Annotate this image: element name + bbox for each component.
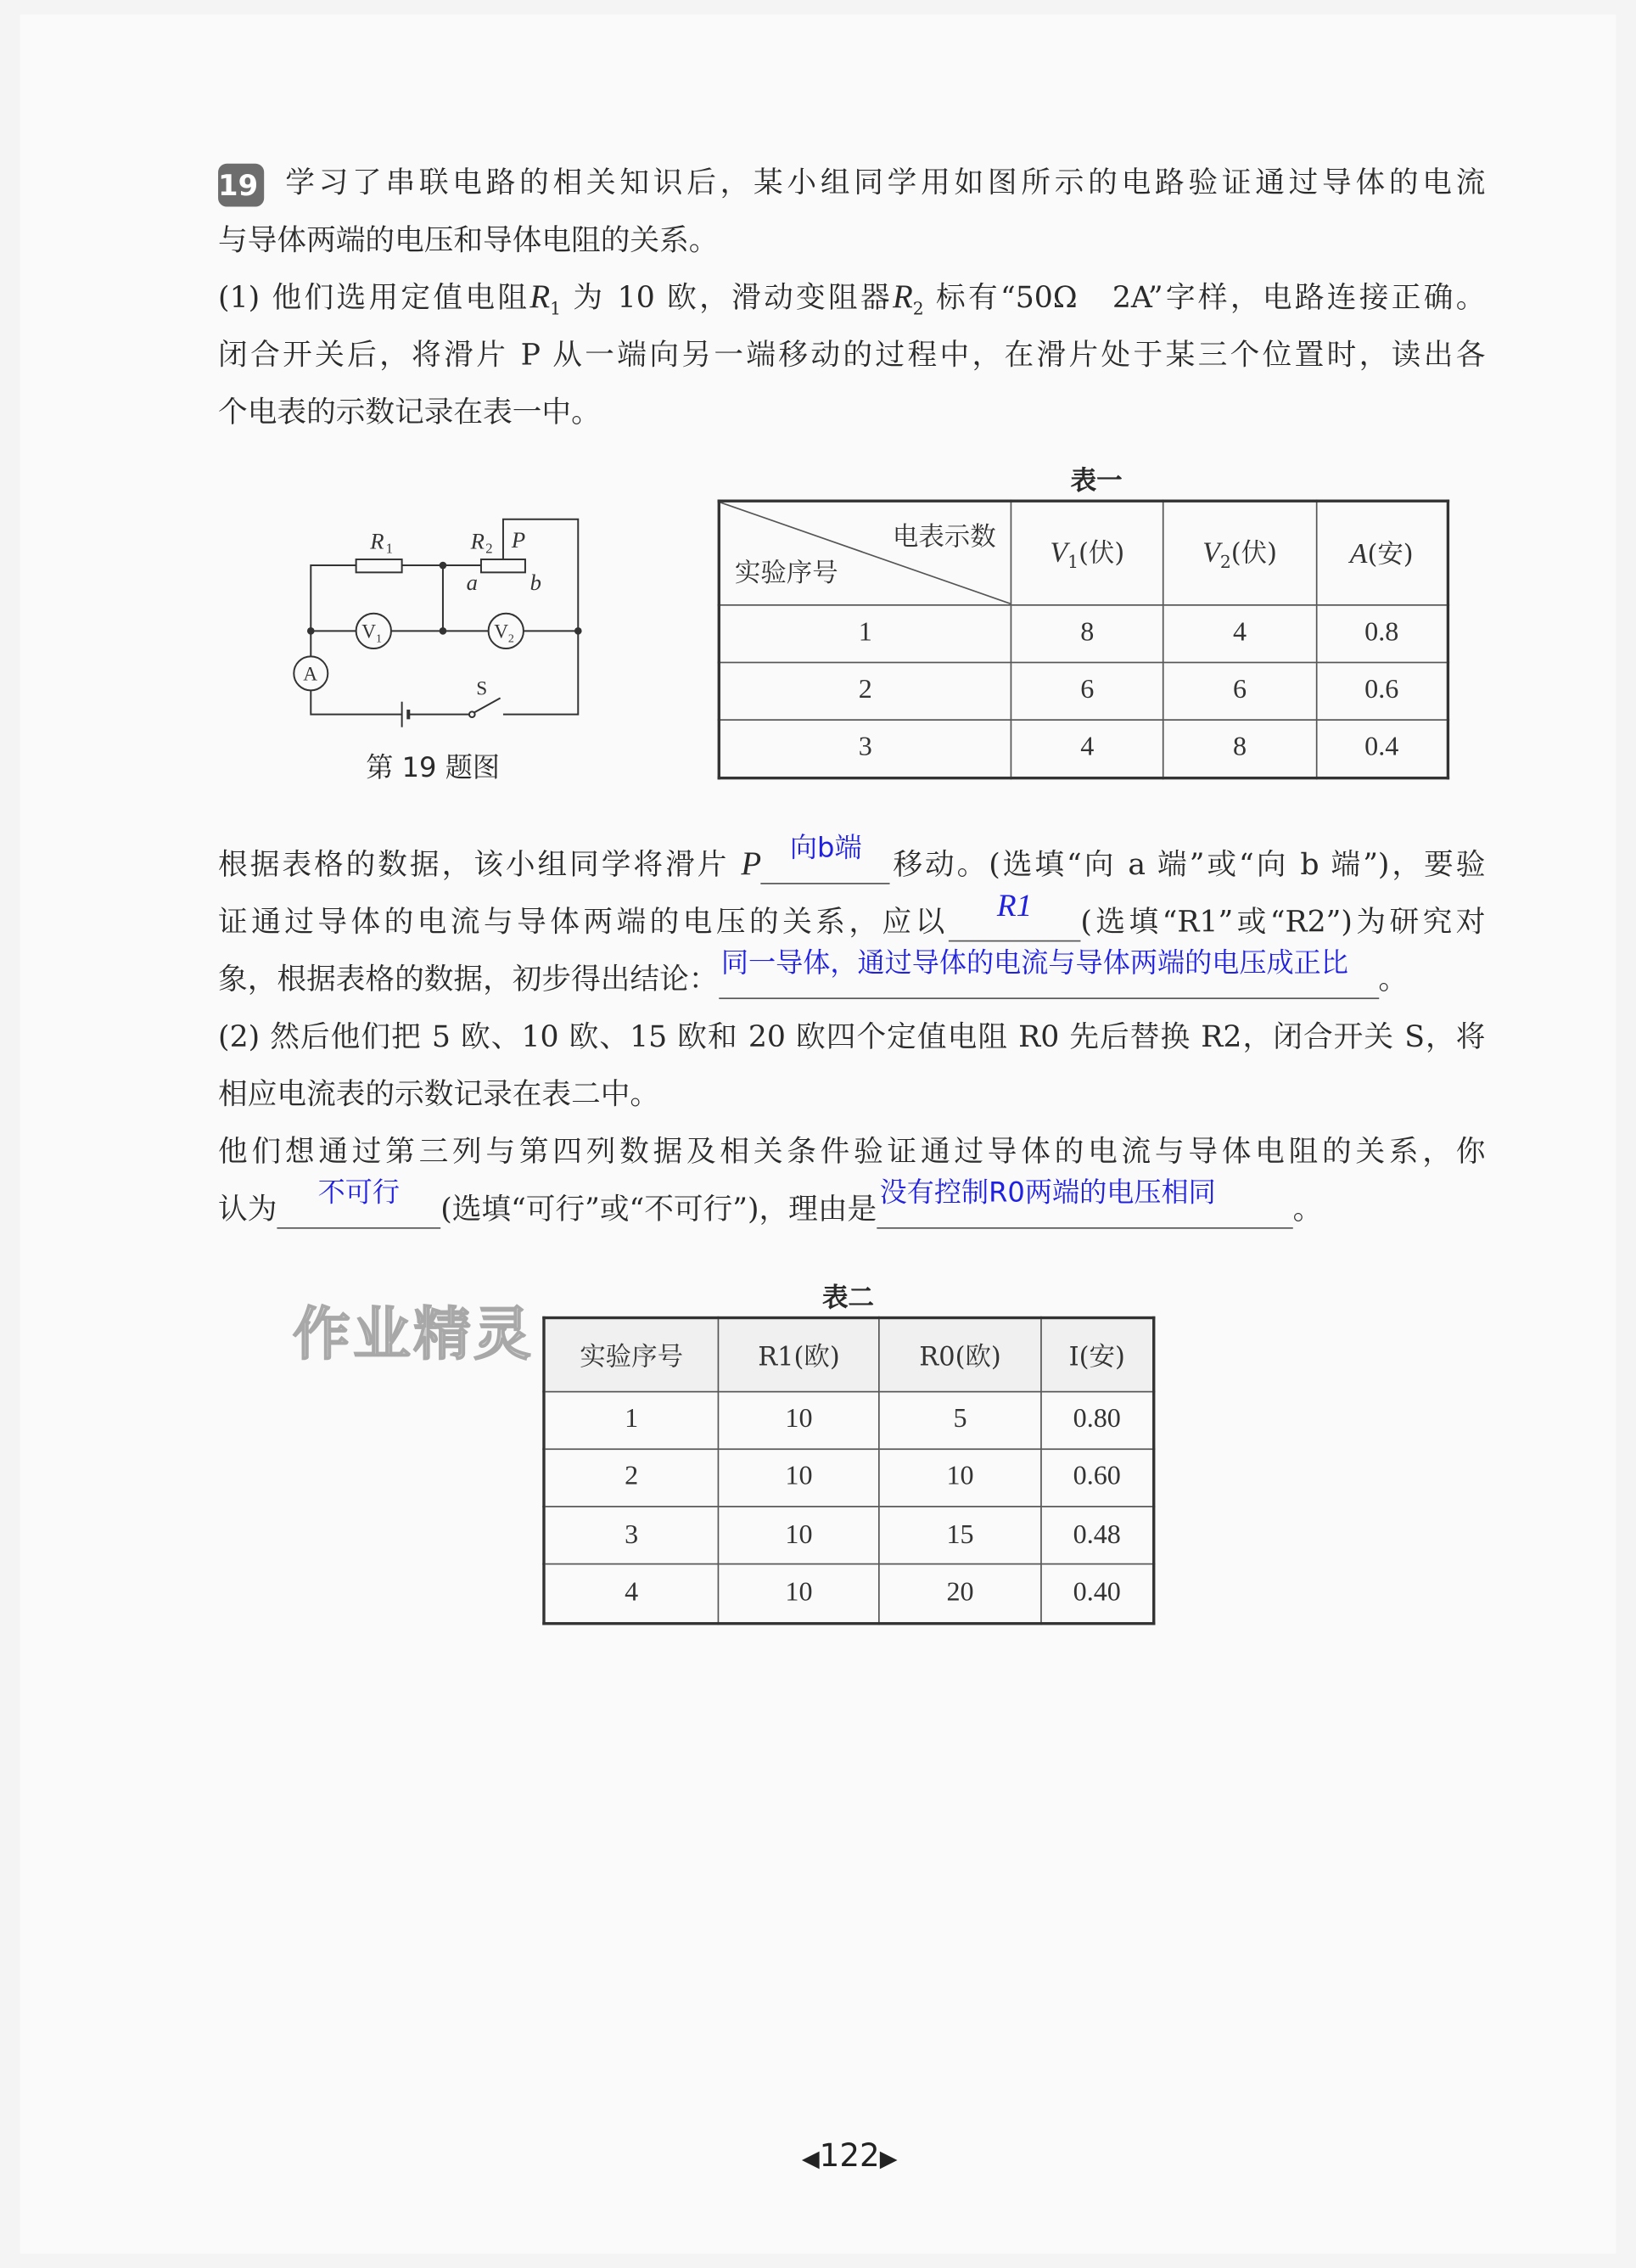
table2-header: R1(欧) — [718, 1318, 879, 1391]
svg-text:S: S — [476, 677, 488, 700]
watermark: 作业精灵 — [293, 1301, 535, 1368]
fill-line1: 根据表格的数据，该小组同学将滑片 P 向b端 移动。(选填“向 a 端”或“向 b 端”)，要验 — [218, 844, 1485, 884]
question-number-badge: 19 — [218, 163, 264, 206]
table2-header: 实验序号 — [544, 1318, 718, 1391]
svg-text:R: R — [370, 528, 384, 554]
svg-text:R: R — [470, 528, 485, 554]
table-row: 1 8 4 0.8 — [719, 604, 1448, 662]
table1-header: A(安) — [1316, 501, 1448, 604]
fill-line2: 证通过导体的电流与导体两端的电压的关系，应以 R1 (选填“R1”或“R2”)为研究对 — [218, 901, 1485, 941]
part1-line1: (1) 他们选用定值电阻$R_1$ 为 10 欧，滑动变阻器$R_2$ 标有“50Ω 2A”字样，电路连接正确。 — [218, 278, 1486, 319]
table2-header: I(安) — [1041, 1318, 1154, 1391]
table-row: 3 4 8 0.4 — [719, 719, 1448, 778]
page-number: ◀122▶ — [801, 2138, 898, 2175]
svg-text:2: 2 — [507, 632, 514, 646]
part1-line2: 闭合开关后，将滑片 P 从一端向另一端移动的过程中，在滑片处于某三个位置时，读出各 — [218, 337, 1486, 373]
switch — [469, 711, 475, 717]
fill-line3: 象，根据表格的数据，初步得出结论： 同一导体，通过导体的电流与导体两端的电压成正比 。 — [218, 959, 1485, 999]
table-row: 2 10 10 0.60 — [544, 1449, 1154, 1507]
resistor-r1 — [356, 559, 402, 572]
table1-caption: 表一 — [1070, 466, 1123, 497]
table1-header: $V_1$(伏) — [1011, 501, 1163, 604]
figure-caption: 第 19 题图 — [366, 752, 500, 784]
answer-blank-5[interactable]: 没有控制R0两端的电压相同 — [877, 1190, 1292, 1229]
circuit-diagram — [272, 484, 611, 738]
part1-line3: 个电表的示数记录在表一中。 — [218, 395, 601, 429]
diagonal-header-cell: 电表示数 实验序号 — [719, 501, 1011, 604]
table-row: 4 10 20 0.40 — [544, 1564, 1154, 1624]
svg-text:A: A — [303, 663, 318, 686]
rheostat-r2 — [481, 559, 525, 572]
part2-line1: (2) 然后他们把 5 欧、10 欧、15 欧和 20 欧四个定值电阻 R0 先后替换 R2，闭合开关 S，将 — [218, 1019, 1486, 1054]
table-row: 2 6 6 0.6 — [719, 662, 1448, 720]
svg-text:V: V — [361, 620, 377, 643]
table-row: 1 10 5 0.80 — [544, 1391, 1154, 1449]
right-arrow-icon: ▶ — [879, 2144, 898, 2172]
svg-text:1: 1 — [375, 632, 382, 646]
question-intro-line1: 19 学习了串联电路的相关知识后，某小组同学用如图所示的电路验证通过导体的电流 — [218, 162, 1485, 206]
table-row: 3 10 15 0.48 — [544, 1507, 1154, 1564]
svg-text:b: b — [529, 570, 541, 596]
table2-caption: 表二 — [822, 1283, 874, 1314]
answer-blank-4[interactable]: 不可行 — [277, 1190, 440, 1229]
svg-text:P: P — [511, 527, 526, 553]
table2 — [542, 1316, 1155, 1625]
table2-header: R0(欧) — [880, 1318, 1041, 1391]
svg-text:a: a — [466, 570, 478, 596]
left-arrow-icon: ◀ — [801, 2144, 820, 2172]
svg-text:2: 2 — [485, 540, 493, 557]
table1-header: $V_2$(伏) — [1163, 501, 1316, 604]
answer-blank-3[interactable]: 同一导体，通过导体的电流与导体两端的电压成正比 — [718, 960, 1378, 999]
part2-line2: 相应电流表的示数记录在表二中。 — [218, 1076, 660, 1111]
table1 — [718, 500, 1450, 780]
svg-text:1: 1 — [385, 540, 393, 557]
part2-line4: 认为 不可行 (选填“可行”或“不可行”)，理由是 没有控制R0两端的电压相同 。 — [218, 1188, 1485, 1228]
answer-blank-2[interactable]: R1 — [949, 903, 1081, 942]
question-intro-line2: 与导体两端的电压和导体电阻的关系。 — [218, 222, 719, 257]
part2-line3: 他们想通过第三列与第四列数据及相关条件验证通过导体的电流与导体电阻的关系，你 — [218, 1134, 1486, 1169]
svg-text:V: V — [494, 620, 509, 643]
answer-blank-1[interactable]: 向b端 — [761, 845, 890, 884]
